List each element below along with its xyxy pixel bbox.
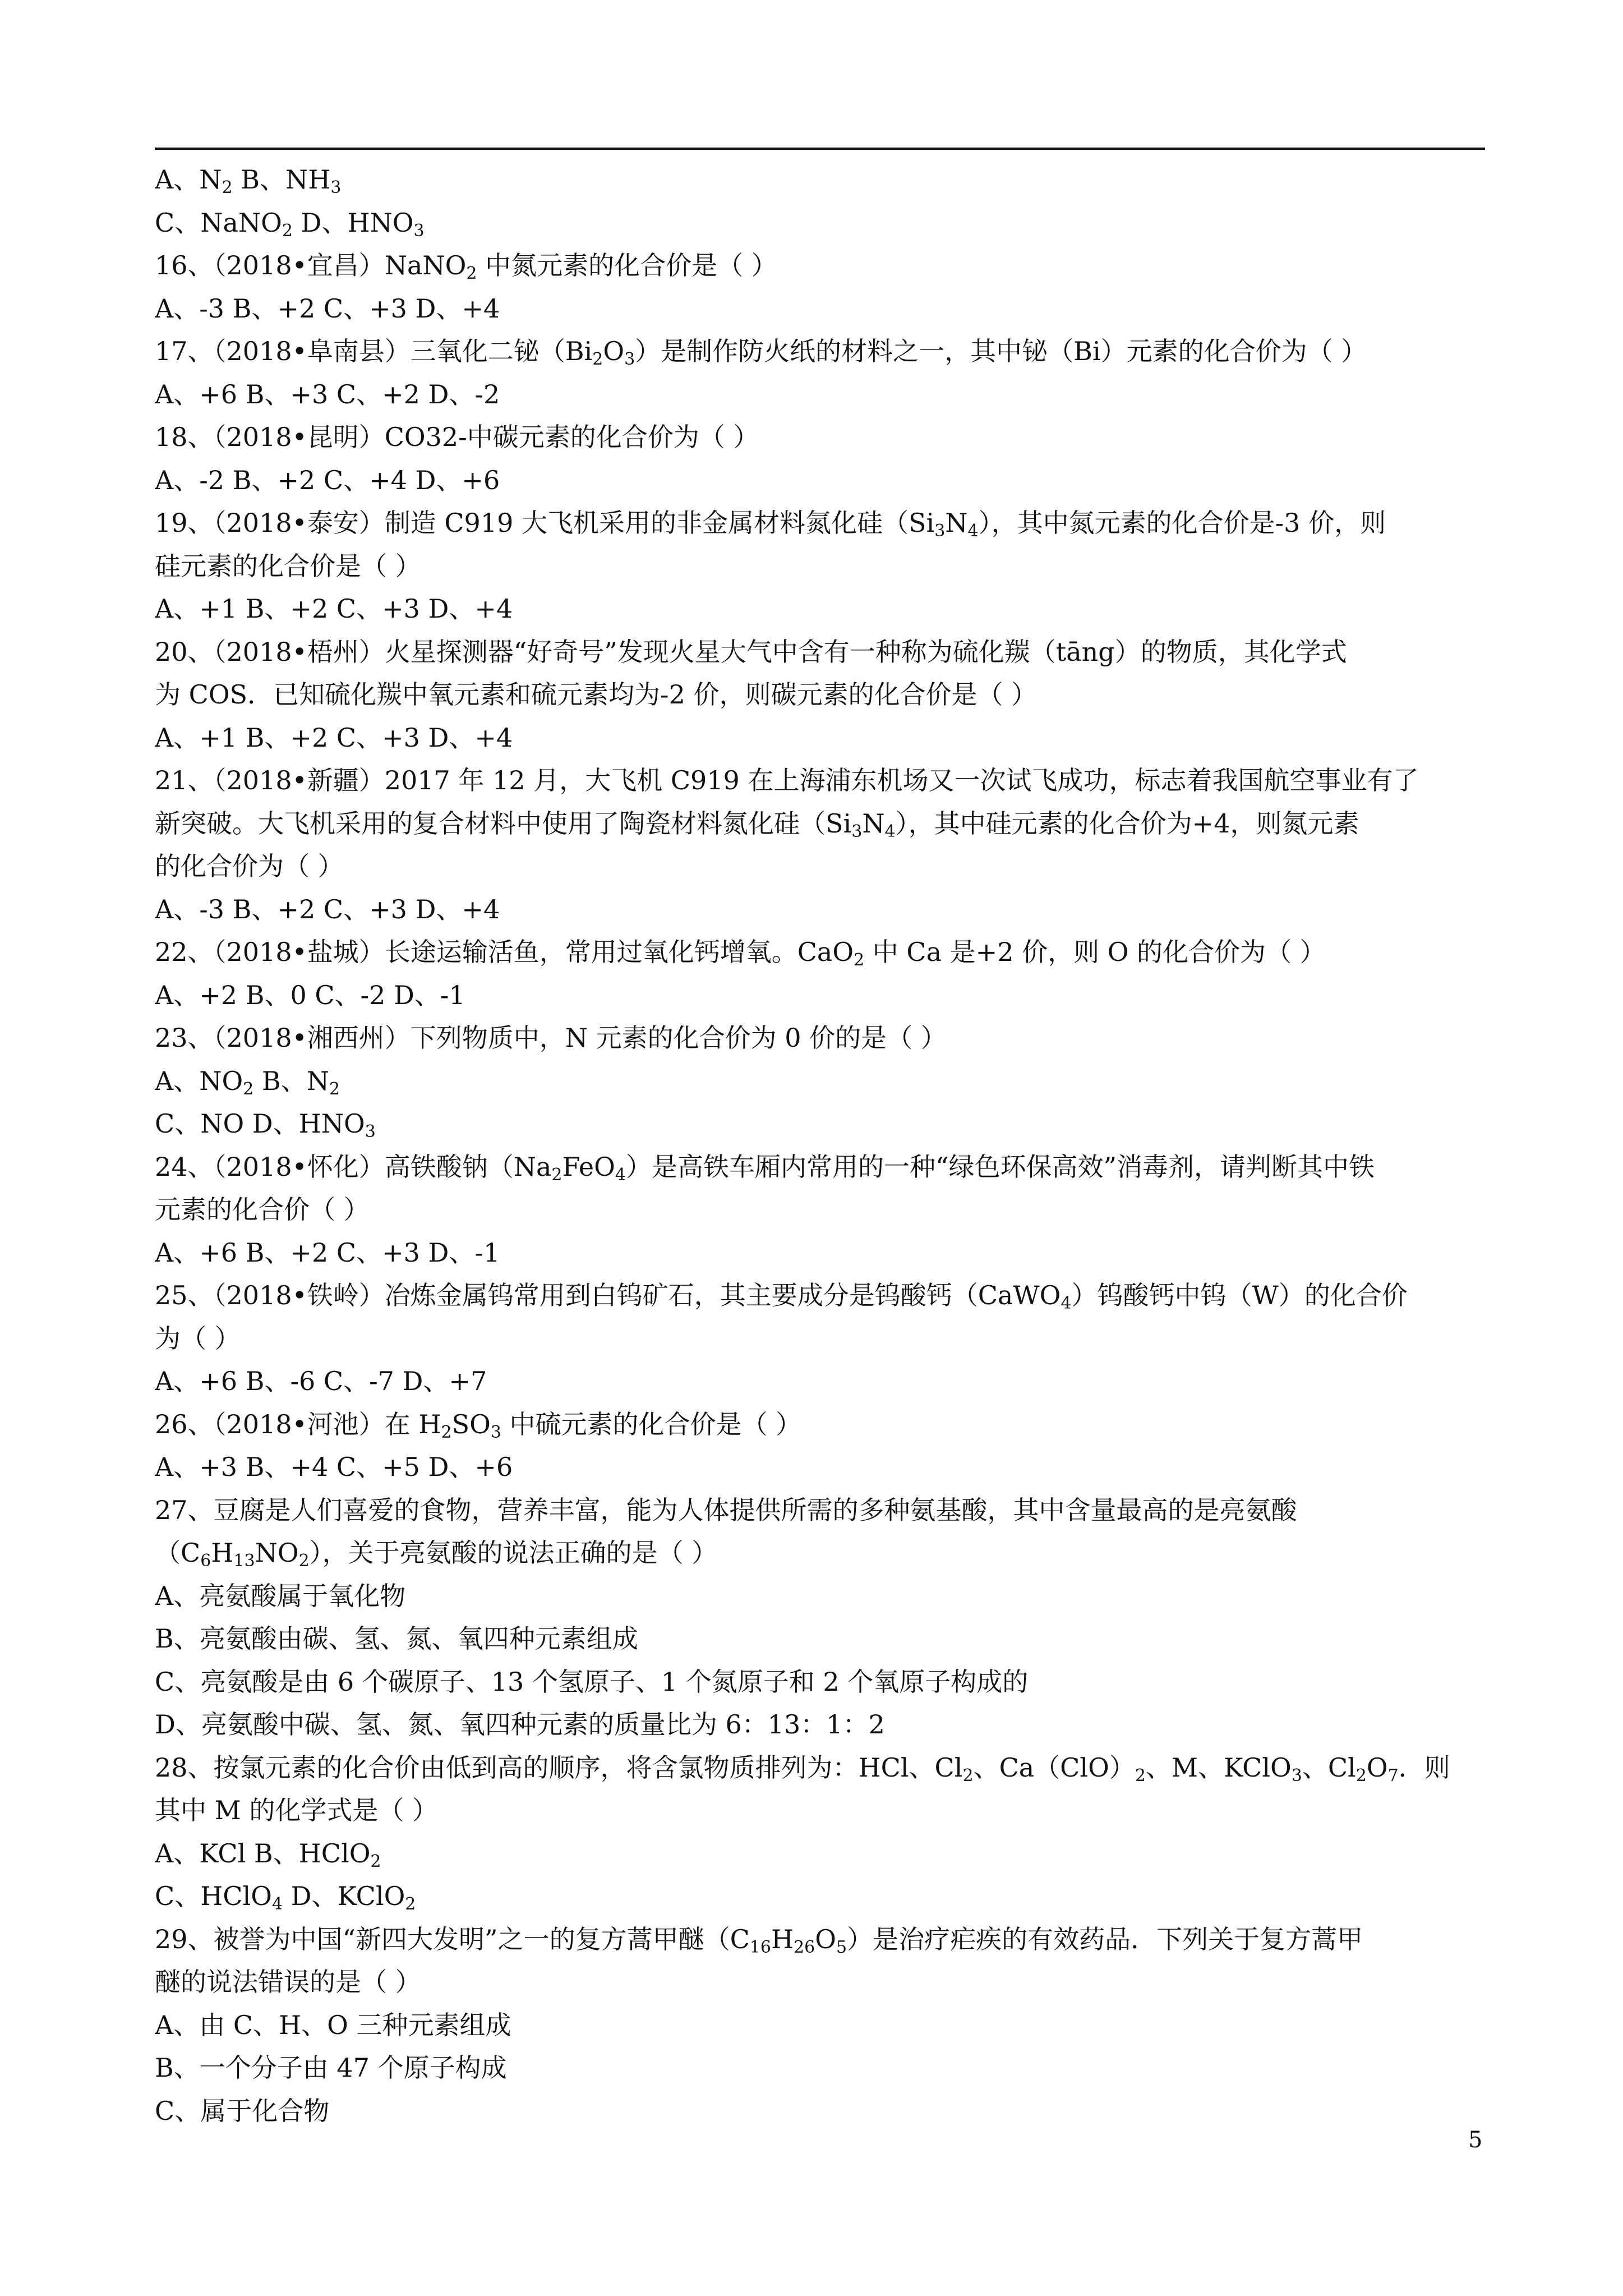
subscript: 7 [1387,1765,1399,1786]
text-line [155,1403,1485,1446]
text-line [155,459,1485,502]
line-text: 16、（2018•宜昌）NaNO [155,250,467,280]
subscript: 5 [836,1937,847,1957]
text-line [155,1145,1485,1189]
text-line [155,1446,1485,1489]
text-line [155,1231,1485,1274]
line-text: O [1366,1752,1388,1783]
subscript: 2 [962,1765,974,1786]
text-line [155,2004,1485,2047]
text-line [155,1875,1485,1918]
line-text: 中硫元素的化合价是（ ） [501,1409,802,1439]
line-text: 29、被誉为中国“新四大发明”之一的复方蒿甲醚（C [155,1924,750,1954]
document-body [155,158,1485,2132]
line-text: A、+6 B、+3 C、+2 D、-2 [155,379,500,409]
line-text: 为（ ） [155,1323,241,1354]
text-line [155,759,1485,802]
page-number: 5 [1468,2127,1483,2153]
text-line [155,673,1485,716]
subscript: 4 [967,521,979,541]
subscript: 4 [884,821,896,841]
line-text: C、NaNO [155,207,282,238]
text-line [155,1575,1485,1618]
subscript: 2 [222,178,233,197]
line-text: 醚的说法错误的是（ ） [155,1967,421,1997]
text-line [155,1746,1485,1789]
line-text: A、NO [155,1065,243,1096]
text-line [155,416,1485,459]
subscript: 4 [1061,1294,1072,1313]
text-line [155,330,1485,373]
line-text: A、+6 B、-6 C、-7 D、+7 [155,1366,487,1396]
line-text: A、+2 B、0 C、-2 D、-1 [155,979,465,1010]
text-line [155,716,1485,760]
line-text: 17、（2018•阜南县）三氧化二铋（Bi [155,336,593,366]
text-line [155,373,1485,416]
header-rule [155,148,1485,150]
line-text: 元素的化合价（ ） [155,1194,370,1225]
line-text: NO [255,1538,299,1568]
line-text: 中氮元素的化合价是（ ） [477,250,777,280]
subscript: 4 [271,1894,283,1914]
subscript: 3 [1291,1765,1302,1786]
line-text: 硅元素的化合价是（ ） [155,550,421,581]
subscript: 3 [490,1422,501,1442]
text-line [155,1360,1485,1403]
subscript: 2 [551,1165,562,1185]
subscript: 2 [466,264,477,283]
text-line [155,974,1485,1017]
text-line [155,1274,1485,1317]
subscript: 3 [624,349,635,369]
line-text: SO [451,1409,491,1439]
line-text: H [211,1538,234,1568]
line-text: A、+6 B、+2 C、+3 D、-1 [155,1237,500,1268]
line-text: C、属于化合物 [155,2095,330,2126]
subscript: 26 [794,1937,815,1957]
text-line [155,1531,1485,1575]
subscript: 2 [854,950,865,970]
line-text: O [603,336,625,366]
subscript: 2 [592,349,603,369]
line-text: C、NO D、HNO [155,1108,365,1139]
line-text: ）是制作防火纸的材料之一，其中铋（Bi）元素的化合价为（ ） [635,336,1367,366]
line-text: A、由 C、H、O 三种元素组成 [155,2009,511,2040]
text-line [155,158,1485,201]
line-text: A、+3 B、+4 C、+5 D、+6 [155,1452,513,1482]
line-text: D、KClO [283,1881,405,1911]
subscript: 3 [851,821,863,841]
line-text: ）是治疗疟疾的有效药品．下列关于复方蒿甲 [847,1924,1363,1954]
line-text: 为 COS．已知硫化羰中氧元素和硫元素均为-2 价，则碳元素的化合价是（ ） [155,679,1038,710]
line-text: 24、（2018•怀化）高铁酸钠（Na [155,1151,552,1182]
line-text: A、-3 B、+2 C、+3 D、+4 [155,894,500,924]
line-text: B、N [253,1065,329,1096]
line-text: ），其中氮元素的化合价是-3 价，则 [978,508,1386,538]
line-text: A、N [155,164,222,195]
line-text: 21、（2018•新疆）2017 年 12 月，大飞机 C919 在上海浦东机场又一次试飞成功，标志着我国航空事业有了 [155,765,1419,795]
line-text: A、+1 B、+2 C、+3 D、+4 [155,722,513,753]
text-line [155,1918,1485,1961]
text-line [155,2046,1485,2090]
line-text: 的化合价为（ ） [155,851,344,881]
text-line [155,287,1485,330]
line-text: 22、（2018•盐城）长途运输活鱼，常用过氧化钙增氧。CaO [155,937,854,967]
subscript: 2 [243,1079,254,1099]
subscript: 13 [233,1551,255,1571]
line-text: 23、（2018•湘西州）下列物质中，N 元素的化合价为 0 价的是（ ） [155,1023,947,1053]
text-line [155,1016,1485,1060]
line-text: 26、（2018•河池）在 H [155,1409,441,1439]
subscript: 3 [934,521,946,541]
text-line [155,1617,1485,1660]
line-text: 27、豆腐是人们喜爱的食物，营养丰富，能为人体提供所需的多种氨基酸，其中含量最高的是亮氨酸 [155,1494,1297,1525]
line-text: N [945,508,968,538]
subscript: 3 [365,1122,376,1142]
line-text: （C [155,1538,201,1568]
line-text: 18、（2018•昆明）CO32-中碳元素的化合价为（ ） [155,422,759,452]
subscript: 3 [413,220,425,241]
subscript: 2 [329,1079,340,1099]
subscript: 2 [1355,1765,1367,1786]
text-line [155,802,1485,845]
text-line [155,631,1485,674]
subscript: 2 [441,1422,452,1442]
line-text: 28、按氯元素的化合价由低到高的顺序，将含氯物质排列为：HCl、Cl [155,1752,963,1783]
text-line [155,845,1485,888]
text-line [155,1832,1485,1875]
text-line [155,1188,1485,1231]
line-text: 20、（2018•梧州）火星探测器“好奇号”发现火星大气中含有一种称为硫化羰（tāng）的物质，其化学式 [155,636,1347,667]
line-text: FeO [562,1151,615,1182]
line-text: H [771,1924,794,1954]
text-line [155,501,1485,545]
subscript: 2 [298,1551,310,1571]
text-line [155,888,1485,931]
line-text: ．则 [1398,1752,1450,1783]
line-text: A、KCl B、HClO [155,1838,371,1869]
text-line [155,1489,1485,1532]
line-text: 其中 M 的化学式是（ ） [155,1795,438,1825]
line-text: C、亮氨酸是由 6 个碳原子、13 个氢原子、1 个氮原子和 2 个氧原子构成的 [155,1666,1029,1697]
line-text: B、亮氨酸由碳、氢、氮、氧四种元素组成 [155,1623,638,1654]
text-line [155,587,1485,631]
subscript: 2 [370,1851,381,1871]
line-text: C、HClO [155,1881,272,1911]
line-text: A、-2 B、+2 C、+4 D、+6 [155,464,500,495]
line-text: O [815,1924,836,1954]
subscript: 2 [405,1894,416,1914]
line-text: 、M、KClO [1145,1752,1292,1783]
line-text: A、+1 B、+2 C、+3 D、+4 [155,593,513,624]
line-text: 、Ca（ClO） [973,1752,1135,1783]
text-line [155,545,1485,588]
text-line [155,1660,1485,1704]
text-line [155,931,1485,974]
text-line [155,201,1485,245]
line-text: 、Cl [1302,1752,1356,1783]
line-text: D、HNO [292,207,414,238]
line-text: D、亮氨酸中碳、氢、氮、氧四种元素的质量比为 6：13：1：2 [155,1709,885,1740]
line-text: ），其中硅元素的化合价为+4，则氮元素 [895,808,1359,839]
text-line [155,1102,1485,1145]
subscript: 6 [200,1551,211,1571]
text-line [155,1317,1485,1360]
line-text: A、亮氨酸属于氧化物 [155,1580,406,1611]
line-text: 中 Ca 是+2 价，则 O 的化合价为（ ） [864,937,1326,967]
text-line [155,1789,1485,1832]
line-text: 19、（2018•泰安）制造 C919 大飞机采用的非金属材料氮化硅（Si [155,508,935,538]
subscript: 2 [1135,1765,1146,1786]
text-line [155,2090,1485,2133]
line-text: 25、（2018•铁岭）冶炼金属钨常用到白钨矿石，其主要成分是钨酸钙（CaWO [155,1280,1061,1310]
subscript: 2 [282,220,293,241]
line-text: B、一个分子由 47 个原子构成 [155,2053,507,2083]
line-text: N [862,808,885,839]
line-text: ），关于亮氨酸的说法正确的是（ ） [309,1538,718,1568]
subscript: 4 [615,1165,626,1185]
text-line [155,1961,1485,2004]
subscript: 16 [749,1937,771,1957]
line-text: ）是高铁车厢内常用的一种“绿色环保高效”消毒剂，请判断其中铁 [625,1151,1375,1182]
line-text: ）钨酸钙中钨（W）的化合价 [1071,1280,1408,1310]
text-line [155,244,1485,287]
text-line [155,1060,1485,1103]
line-text: A、-3 B、+2 C、+3 D、+4 [155,293,500,324]
text-line [155,1703,1485,1746]
line-text: 新突破。大飞机采用的复合材料中使用了陶瓷材料氮化硅（Si [155,808,852,839]
line-text: B、NH [232,164,331,195]
subscript: 3 [330,178,342,197]
